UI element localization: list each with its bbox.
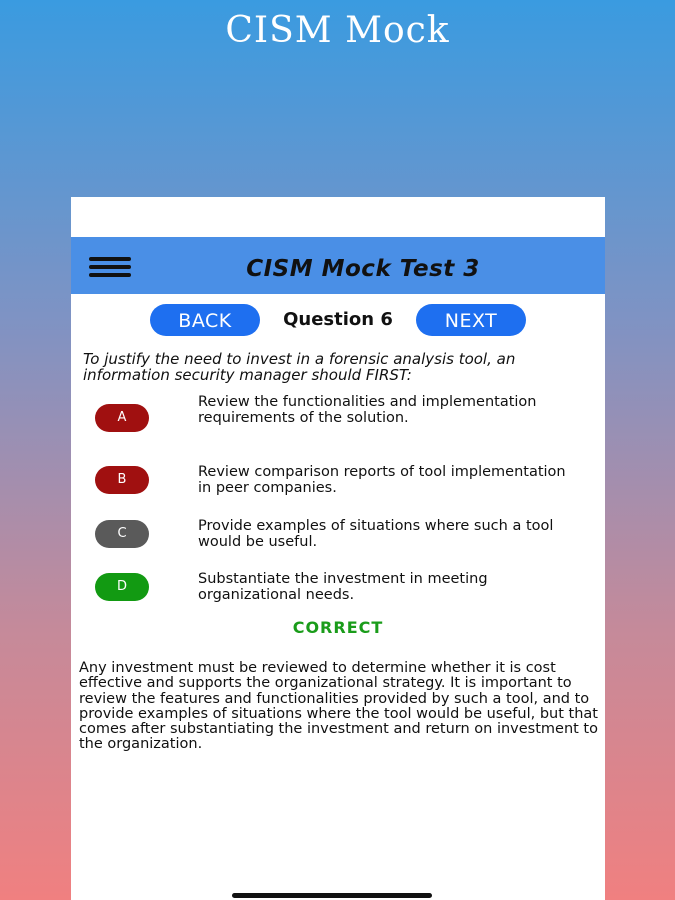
option-a-text[interactable]: Review the functionalities and implementation requirements of the solution.	[198, 394, 537, 426]
option-b-badge[interactable]: B	[95, 466, 149, 494]
page-title: CISM Mock Test 3	[246, 256, 480, 282]
option-b-text[interactable]: Review comparison reports of tool implementation in peer companies.	[198, 464, 566, 496]
result-label: CORRECT	[292, 618, 384, 637]
back-button[interactable]: BACK	[150, 304, 260, 336]
option-d-text[interactable]: Substantiate the investment in meeting organizational needs.	[198, 571, 488, 603]
nav-bar	[71, 237, 605, 294]
question-text: To justify the need to invest in a forensic analysis tool, an information security manager should FIRST:	[83, 350, 516, 384]
next-button[interactable]: NEXT	[416, 304, 526, 336]
question-number: Question 6	[283, 309, 393, 330]
explanation-text: Any investment must be reviewed to determine whether it is cost effective and supports the organizational strategy. It is important to review the features and functionalities provided by such a tool, and to provide examples of situations where the tool would be useful, but that comes after substantiating the investment and return on investment to the organization.	[79, 660, 598, 753]
phone-screen	[71, 197, 605, 900]
promo-title: CISM Mock	[225, 10, 450, 51]
option-d-badge[interactable]: D	[95, 573, 149, 601]
home-indicator	[232, 893, 432, 898]
option-a-badge[interactable]: A	[95, 404, 149, 432]
option-c-badge[interactable]: C	[95, 520, 149, 548]
option-c-text[interactable]: Provide examples of situations where such a tool would be useful.	[198, 518, 554, 550]
hamburger-menu-icon[interactable]	[89, 257, 131, 277]
